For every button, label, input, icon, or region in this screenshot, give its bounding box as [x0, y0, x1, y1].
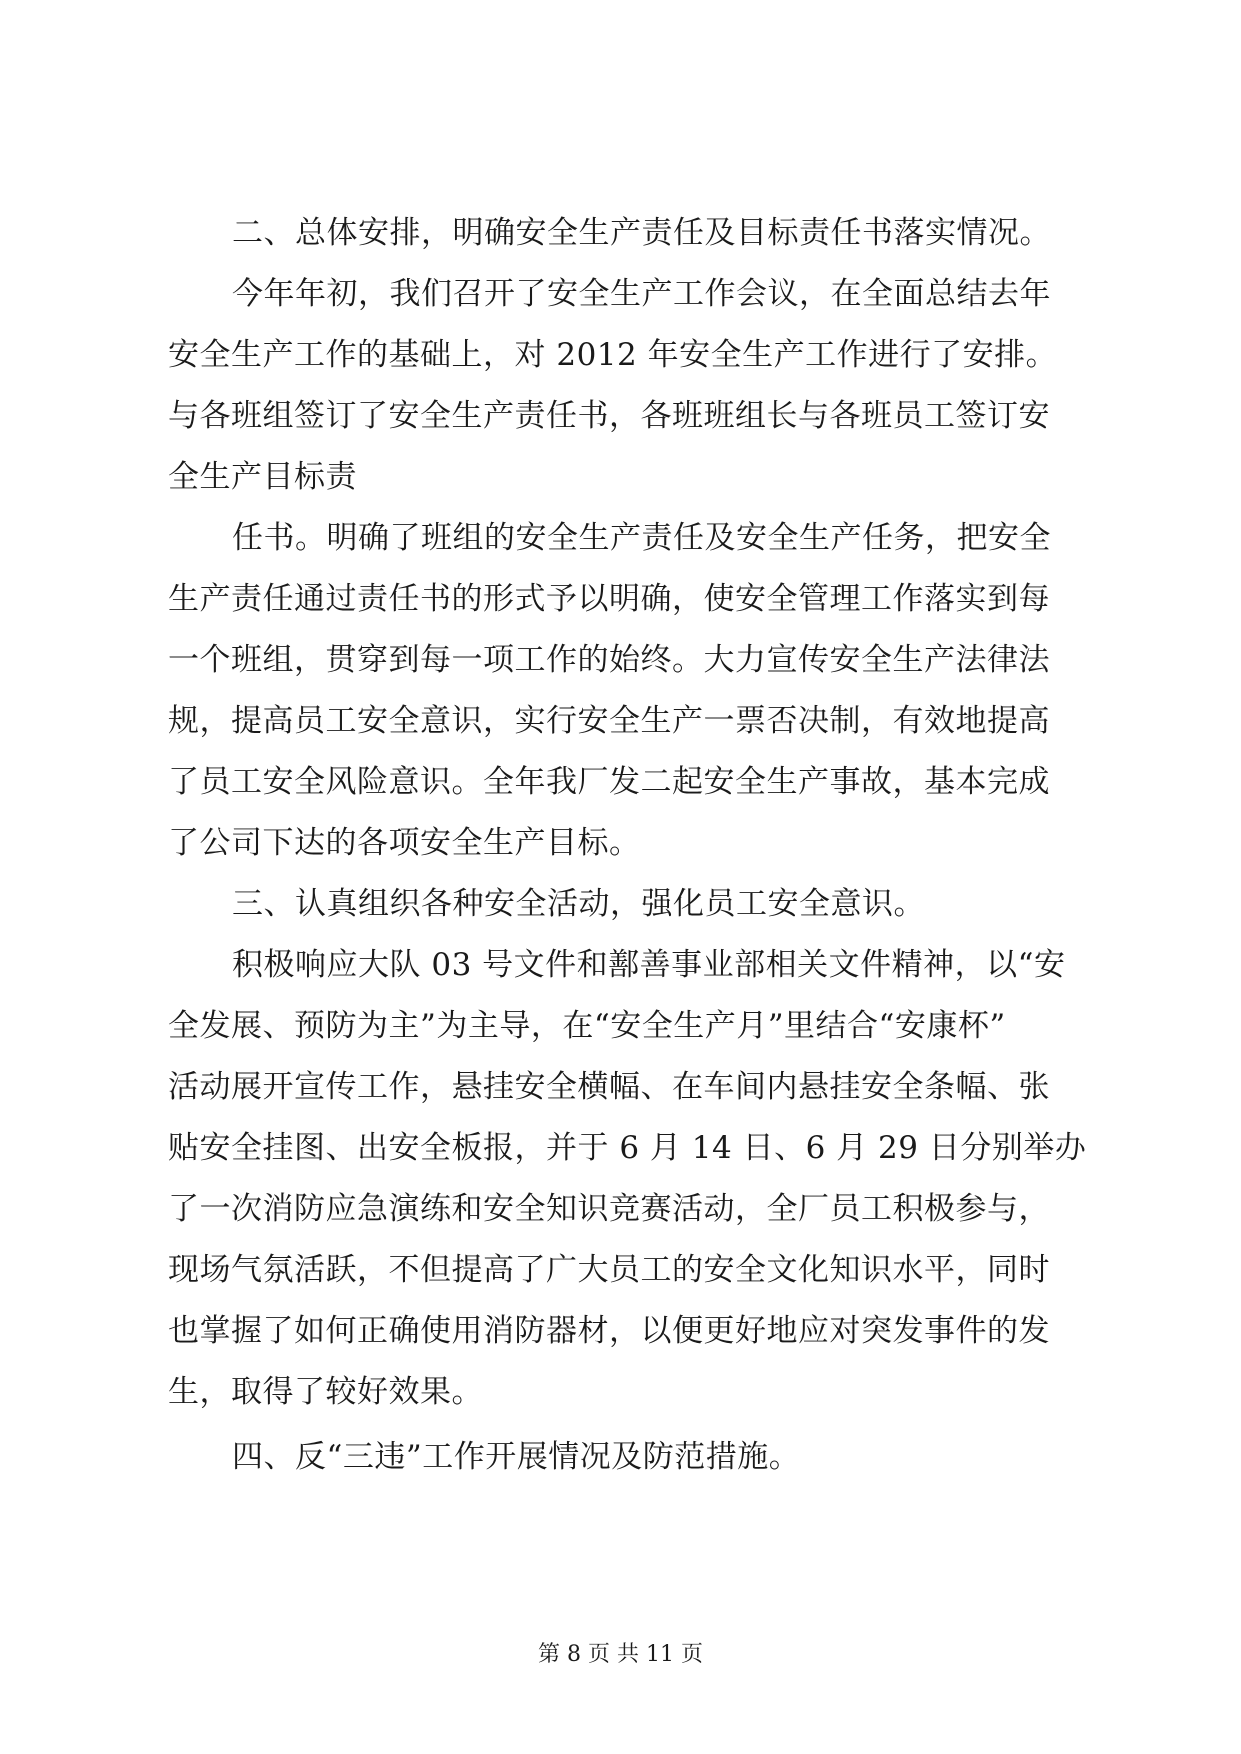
- paragraph-line: 生，取得了较好效果。: [168, 1374, 483, 1410]
- paragraph-line: 今年年初，我们召开了安全生产工作会议，在全面总结去年: [232, 276, 1051, 312]
- paragraph-line: 规，提高员工安全意识，实行安全生产一票否决制，有效地提高: [168, 703, 1050, 739]
- heading-section-4: 四、反“三违”工作开展情况及防范措施。: [232, 1439, 801, 1475]
- paragraph-line: 生产责任通过责任书的形式予以明确，使安全管理工作落实到每: [168, 581, 1050, 617]
- paragraph-line: 了一次消防应急演练和安全知识竞赛活动，全厂员工积极参与，: [168, 1191, 1050, 1227]
- paragraph-line: 现场气氛活跃，不但提高了广大员工的安全文化知识水平，同时: [168, 1252, 1050, 1288]
- paragraph-line: 了公司下达的各项安全生产目标。: [168, 825, 641, 861]
- paragraph-line: 与各班组签订了安全生产责任书，各班班组长与各班员工签订安: [168, 398, 1050, 434]
- paragraph-line: 一个班组，贯穿到每一项工作的始终。大力宣传安全生产法律法: [168, 642, 1050, 678]
- paragraph-line: 全生产目标责: [168, 459, 357, 495]
- paragraph-line: 积极响应大队 03 号文件和鄯善事业部相关文件精神，以“安: [232, 947, 1066, 983]
- paragraph-line: 了员工安全风险意识。全年我厂发二起安全生产事故，基本完成: [168, 764, 1050, 800]
- paragraph-line: 任书。明确了班组的安全生产责任及安全生产任务，把安全: [232, 520, 1051, 556]
- page-number-footer: 第 8 页 共 11 页: [538, 1642, 703, 1667]
- paragraph-line: 活动展开宣传工作，悬挂安全横幅、在车间内悬挂安全条幅、张: [168, 1069, 1050, 1105]
- document-body: [168, 203, 1087, 1488]
- paragraph-line: 安全生产工作的基础上，对 2012 年安全生产工作进行了安排。: [168, 337, 1058, 373]
- paragraph-line: 也掌握了如何正确使用消防器材，以便更好地应对突发事件的发: [168, 1313, 1050, 1349]
- heading-section-3: 三、认真组织各种安全活动，强化员工安全意识。: [232, 886, 925, 922]
- paragraph-line: 全发展、预防为主”为主导，在“安全生产月”里结合“安康杯”: [168, 1008, 1006, 1044]
- paragraph-line: 贴安全挂图、出安全板报，并于 6 月 14 日、6 月 29 日分别举办: [168, 1130, 1087, 1166]
- heading-section-2: 二、总体安排，明确安全生产责任及目标责任书落实情况。: [232, 215, 1051, 251]
